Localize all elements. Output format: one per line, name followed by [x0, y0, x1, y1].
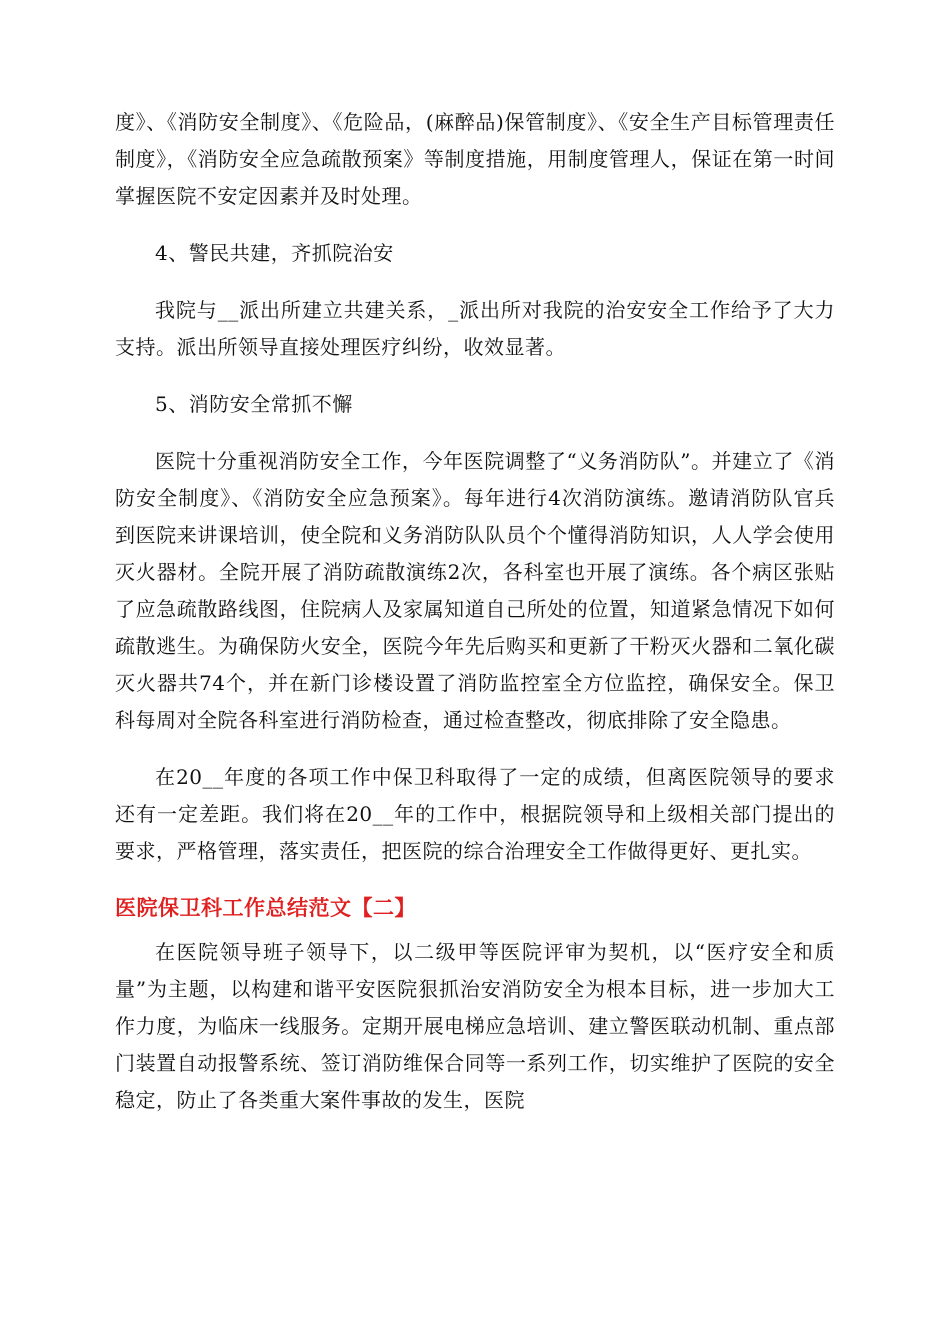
paragraph-fire-safety: 医院十分重视消防安全工作，今年医院调整了“义务消防队”。并建立了《消防安全制度》、《消防安全应急预案》。每年进行4次消防演练。邀请消防队官兵到医院来讲课培训，使全院和义务消防队队员个个懂得消防知识，人人学会使用灭火器材。全院开展了消防疏散演练2次，各科室也开展了演练。各个病区张贴了应急疏散路线图，住院病人及家属知道自己所处的位置，知道紧急情况下如何疏散逃生。为确保防火安全，医院今年先后购买和更新了干粉灭火器和二氧化碳灭火器共74个，并在新门诊楼设置了消防监控室全方位监控，确保安全。保卫科每周对全院各科室进行消防检查，通过检查整改，彻底排除了安全隐患。 — [115, 449, 835, 732]
paragraph-section-two-intro: 在医院领导班子领导下，以二级甲等医院评审为契机，以“医疗安全和质量”为主题，以构建和谐平安医院狠抓治安消防安全为根本目标，进一步加大工作力度，为临床一线服务。定期开展电梯应急培训、建立警医联动机制、重点部门装置自动报警系统、签订消防维保合同等一系列工作，切实维护了医院的安全稳定，防止了各类重大案件事故的发生，医院 — [115, 940, 835, 1112]
paragraph-management-systems: 度》、《消防安全制度》、《危险品，(麻醉品)保管制度》、《安全生产目标管理责任制度》，《消防安全应急疏散预案》等制度措施，用制度管理人，保证在第一时间掌握医院不安定因素并及时处理。 — [115, 110, 835, 208]
paragraph-summary: 在20__年度的各项工作中保卫科取得了一定的成绩，但离医院领导的要求还有一定差距。我们将在20__年的工作中，根据院领导和上级相关部门提出的要求，严格管理，落实责任，把医院的综合治理安全工作做得更好、更扎实。 — [115, 765, 835, 863]
section-title-two: 医院保卫科工作总结范文【二】 — [115, 896, 416, 920]
subheading-police-cooperation: 4、警民共建，齐抓院治安 — [155, 241, 394, 265]
document-body — [115, 104, 835, 1139]
paragraph-police-cooperation: 我院与__派出所建立共建关系，_派出所对我院的治安安全工作给予了大力支持。派出所领导直接处理医疗纠纷，收效显著。 — [115, 298, 835, 359]
subheading-fire-safety: 5、消防安全常抓不懈 — [155, 392, 353, 416]
